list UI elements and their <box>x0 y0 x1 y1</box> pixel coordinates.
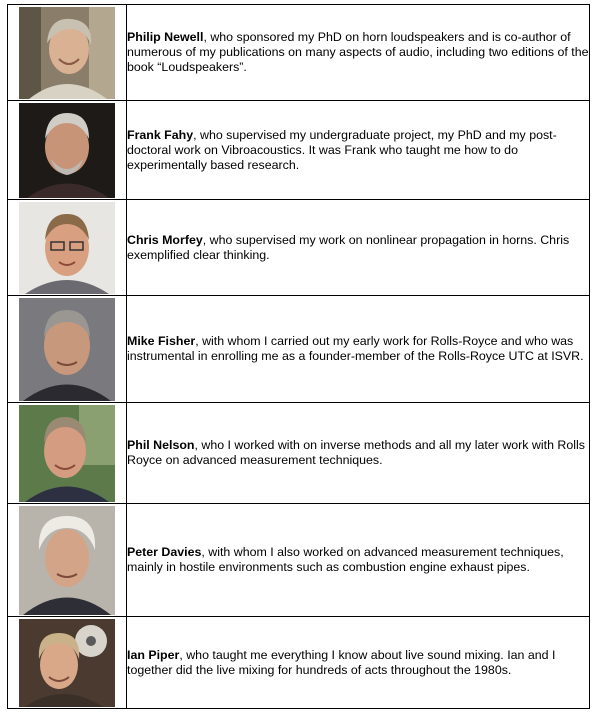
portrait-photo-philip-newell <box>19 7 115 99</box>
photo-cell <box>8 200 127 296</box>
person-name: Frank Fahy <box>127 127 194 142</box>
portrait-photo-mike-fisher <box>19 298 115 401</box>
person-description: , who sponsored my PhD on horn loudspeakers and is co-author of numerous of my publications on many aspects of audio, including two editions of the book “Loudspeakers”. <box>127 30 589 74</box>
person-name: Peter Davies <box>127 545 202 559</box>
description-cell <box>127 296 590 403</box>
table-row <box>8 403 590 504</box>
person-name: Mike Fisher <box>127 334 196 348</box>
person-name: Phil Nelson <box>127 438 195 452</box>
description-cell <box>127 5 590 101</box>
person-description: , who supervised my undergraduate project, my PhD and my post-doctoral work on Vibroacoustics. It was Frank who taught me how to do experimentally based research. <box>127 127 557 172</box>
table-row <box>8 200 590 296</box>
table-row <box>8 296 590 403</box>
portrait-photo-phil-nelson <box>19 405 115 502</box>
portrait-photo-ian-piper <box>19 619 115 707</box>
person-description: , who taught me everything I know about live sound mixing. Ian and I together did the live mixing for hundreds of acts throughout the 1980s. <box>127 647 556 677</box>
portrait-photo-peter-davies <box>19 506 115 615</box>
portrait-photo-frank-fahy <box>19 103 115 198</box>
table-row <box>8 617 590 709</box>
portrait-photo-chris-morfey <box>19 202 115 294</box>
table-row <box>8 101 590 200</box>
description-cell <box>127 200 590 296</box>
description-cell <box>127 617 590 709</box>
person-name: Ian Piper <box>127 647 180 662</box>
person-description: , who supervised my work on nonlinear propagation in horns. Chris exemplified clear thinking. <box>127 232 570 262</box>
person-description: , who I worked with on inverse methods and all my later work with Rolls Royce on advanced measurement techniques. <box>127 438 585 467</box>
description-cell <box>127 504 590 617</box>
photo-cell <box>8 617 127 709</box>
photo-cell <box>8 5 127 101</box>
description-cell <box>127 403 590 504</box>
photo-cell <box>8 101 127 200</box>
person-name: Chris Morfey <box>127 232 203 247</box>
person-description: , with whom I carried out my early work for Rolls-Royce and who was instrumental in enrolling me as a founder-member of the Rolls-Royce UTC at ISVR. <box>127 334 584 363</box>
person-description: , with whom I also worked on advanced measurement techniques, mainly in hostile environments such as combustion engine exhaust pipes. <box>127 545 564 574</box>
table-row <box>8 5 590 101</box>
description-cell <box>127 101 590 200</box>
photo-cell <box>8 403 127 504</box>
photo-cell <box>8 296 127 403</box>
table-row <box>8 504 590 617</box>
photo-cell <box>8 504 127 617</box>
acknowledgements-table <box>7 4 590 709</box>
person-name: Philip Newell <box>127 30 204 44</box>
